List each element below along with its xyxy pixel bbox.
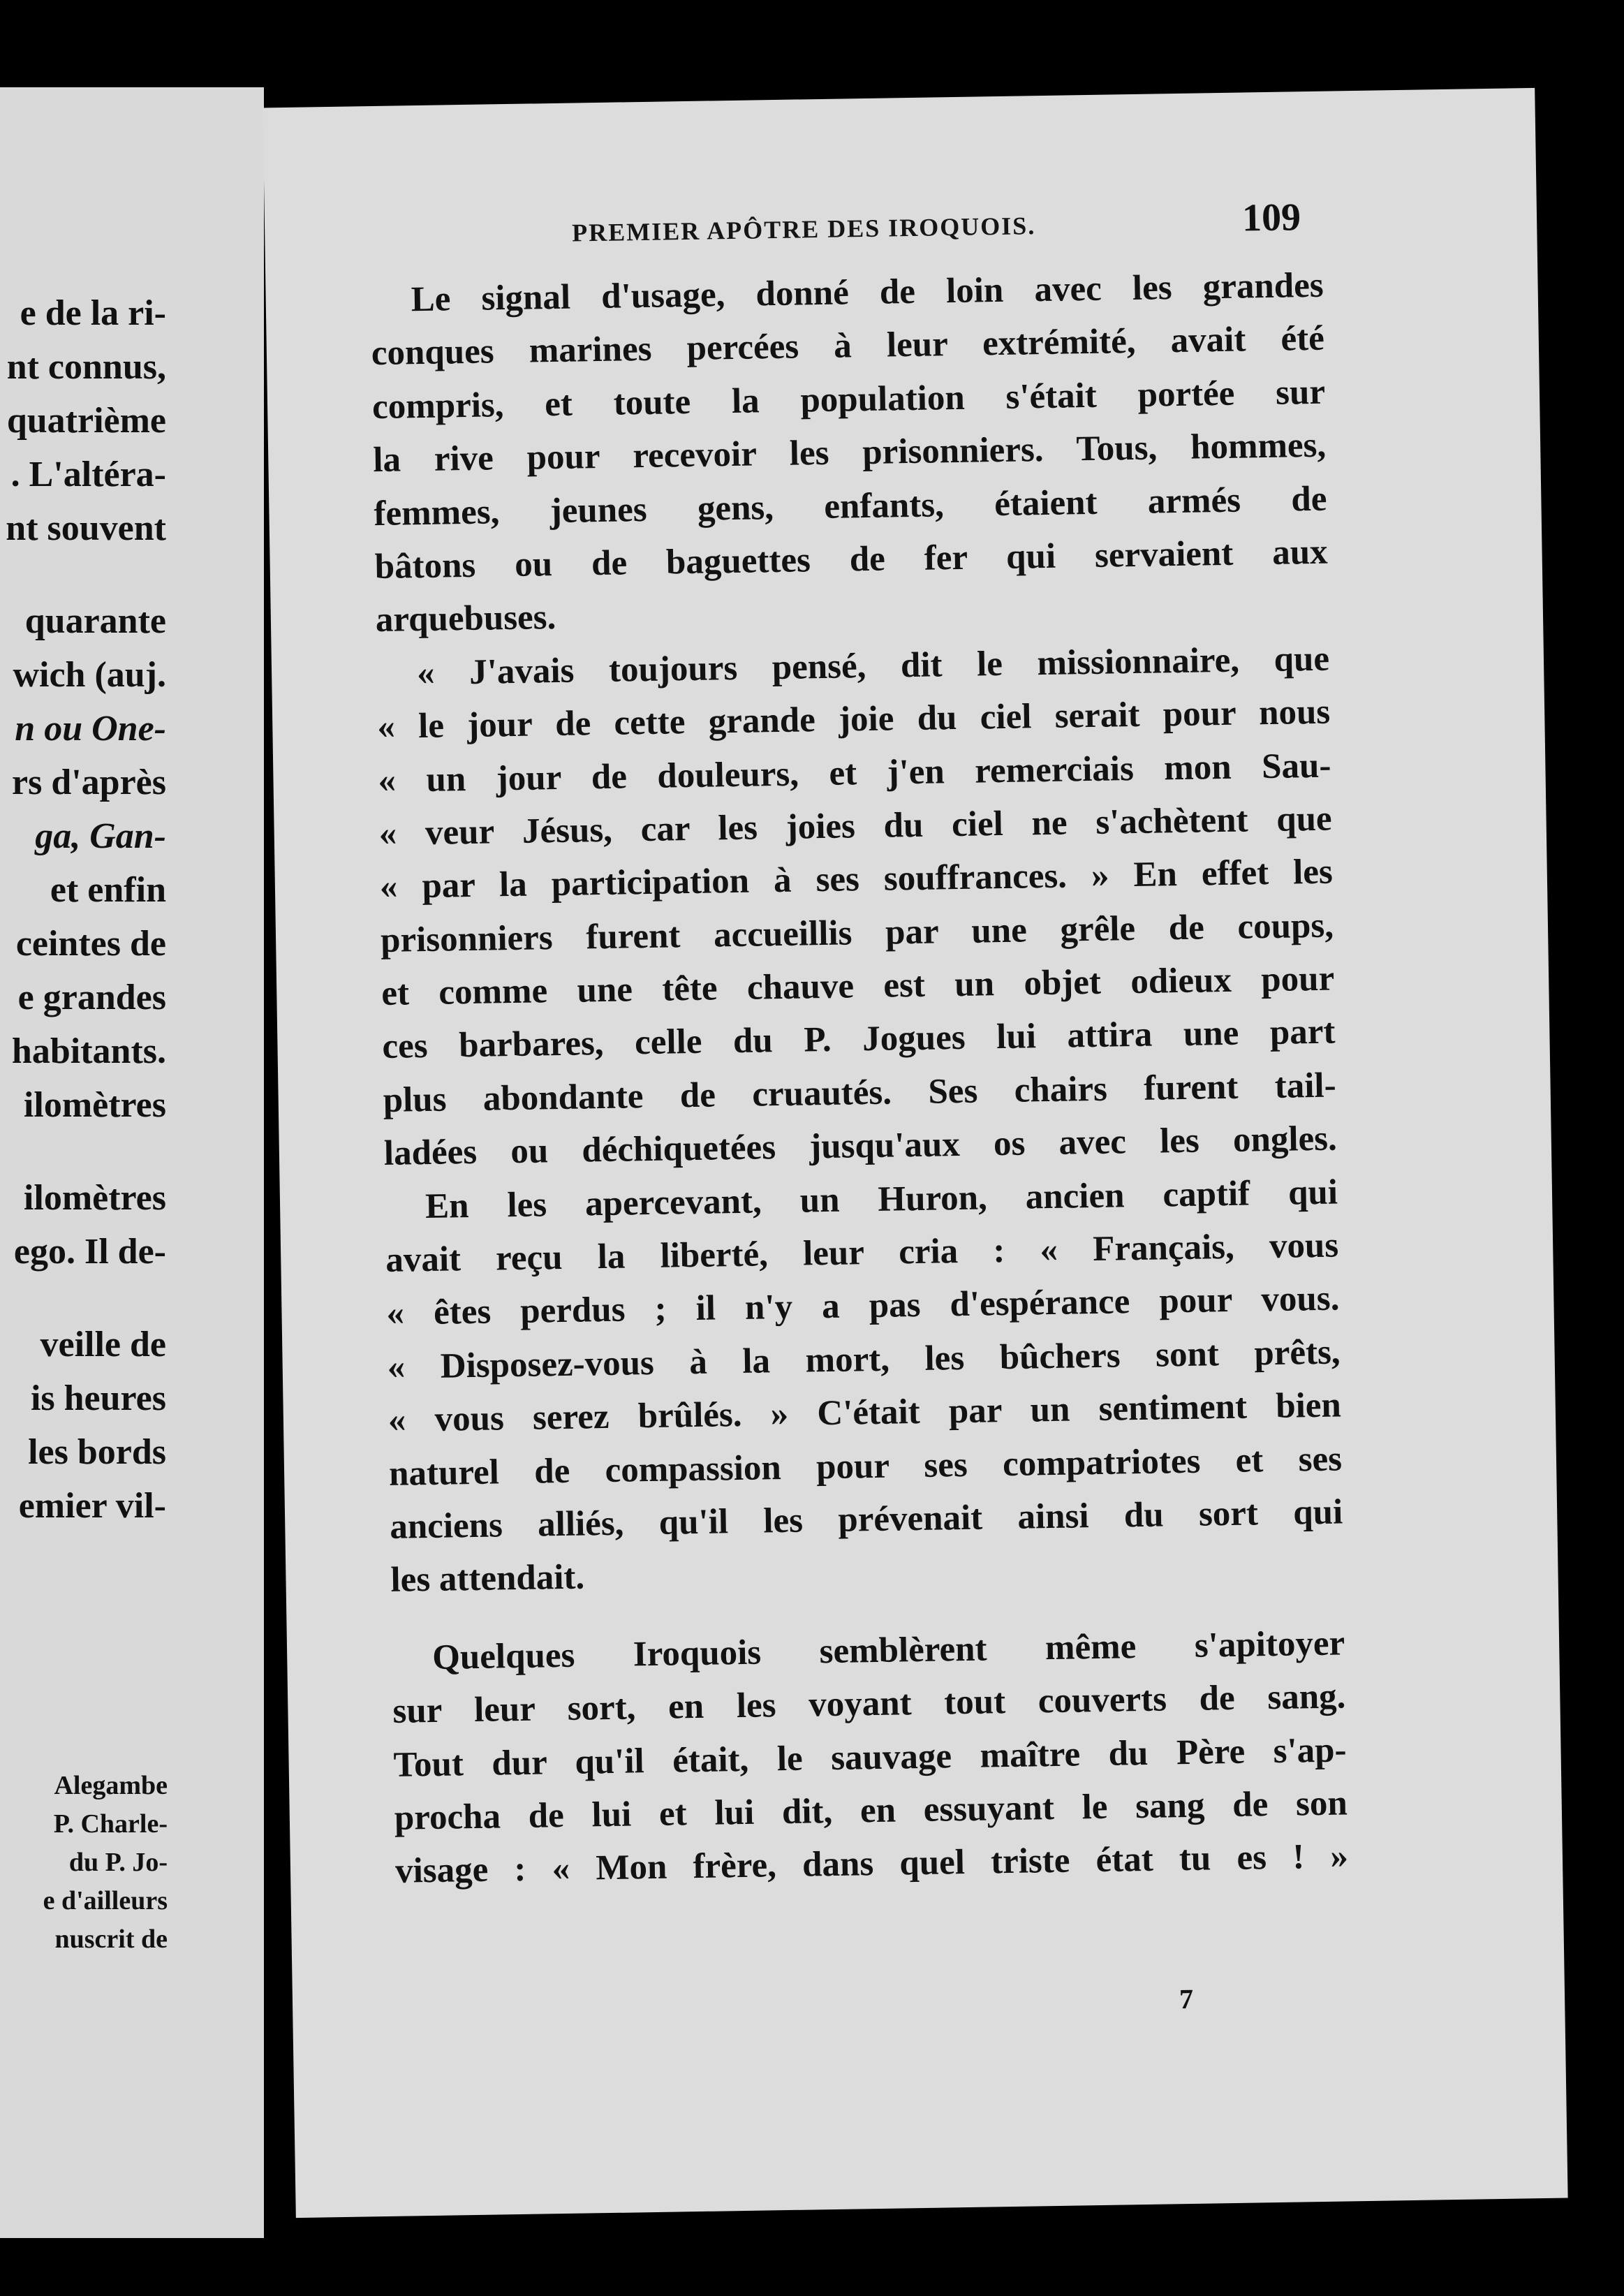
previous-page-text	[6, 286, 166, 1533]
previous-page-footnotes	[43, 1767, 168, 1959]
footnote-line: Alegambe	[54, 1771, 168, 1800]
text-line: « par la participation à ses souffrances. » En effet les	[379, 852, 1334, 907]
text-line: ilomètres	[23, 1178, 166, 1218]
text-line: veille de	[40, 1325, 166, 1364]
running-head: PREMIER APÔTRE DES IROQUOIS.	[571, 212, 1036, 247]
text-line: e grandes	[17, 978, 166, 1017]
text-line: « J'avais toujours pensé, dit le missionnaire, que	[416, 639, 1330, 693]
text-line: « un jour de douleurs, et j'en remerciais mon Sau-	[378, 746, 1331, 800]
text-line: quarante	[24, 601, 166, 641]
text-line: ladées ou déchiquetées jusqu'aux os avec les ongles.	[383, 1119, 1338, 1174]
text-line: « Disposez-vous à la mort, les bûchers sont prêts,	[387, 1332, 1341, 1387]
text-line: les bords	[28, 1432, 166, 1472]
text-line: procha de lui et lui dit, en essuyant le sang de son	[394, 1783, 1348, 1838]
footnote-line: nuscrit de	[54, 1925, 168, 1954]
text-line: ego. Il de-	[13, 1232, 166, 1272]
text-line: la rive pour recevoir les prisonniers. Tous, hommes,	[372, 425, 1327, 480]
text-line: naturel de compassion pour ses compatriotes et ses	[388, 1439, 1343, 1494]
page-number: 109	[1241, 196, 1301, 240]
text-line: sur leur sort, en les voyant tout couverts de sang.	[392, 1677, 1346, 1732]
text-line: avait reçu la liberté, leur cria : « Français, vous	[385, 1226, 1339, 1280]
text-line: plus abondante de cruautés. Ses chairs furent tail-	[383, 1066, 1336, 1120]
previous-page	[0, 87, 264, 2238]
text-line: et enfin	[50, 870, 166, 910]
text-line: « êtes perdus ; il n'y a pas d'espérance pour vous.	[386, 1279, 1340, 1334]
text-line: visage : « Mon frère, dans quel triste état tu es ! »	[394, 1837, 1349, 1892]
footnote-line: e d'ailleurs	[43, 1886, 168, 1915]
text-line: rs d'après	[12, 763, 166, 802]
text-line: « vous serez brûlés. » C'était par un sentiment bien	[387, 1385, 1342, 1441]
text-line: et comme une tête chauve est un objet odieux pour	[381, 959, 1335, 1014]
text-line: prisonniers furent accueillis par une grêle de coups,	[380, 906, 1334, 960]
text-line: « le jour de cette grande joie du ciel serait pour nous	[376, 692, 1331, 747]
text-line: ceintes de	[15, 924, 166, 964]
text-line: les attendait.	[390, 1557, 585, 1600]
text-line: quatrième	[6, 401, 166, 441]
text-line: . L'altéra-	[10, 455, 166, 494]
current-page	[263, 88, 1567, 2218]
text-line: ilomètres	[23, 1085, 166, 1125]
line-gap	[6, 555, 166, 594]
text-line: is heures	[30, 1378, 166, 1418]
text-line: emier vil-	[18, 1486, 166, 1526]
text-line: ces barbares, celle du P. Jogues lui attira une part	[382, 1013, 1336, 1067]
text-line: Tout dur qu'il était, le sauvage maître du Père s'ap-	[393, 1730, 1347, 1785]
text-line: « veur Jésus, car les joies du ciel ne s'achètent que	[378, 799, 1332, 853]
text-line: bâtons ou de baguettes de fer qui servaient aux	[374, 532, 1328, 587]
text-line: femmes, jeunes gens, enfants, étaient armés de	[374, 479, 1327, 533]
text-line: ga, Gan-	[35, 816, 166, 856]
text-line: habitants.	[11, 1031, 166, 1071]
text-line: Quelques Iroquois semblèrent même s'apitoyer	[431, 1624, 1345, 1677]
line-gap	[6, 1279, 166, 1318]
text-line: n ou One-	[15, 709, 166, 749]
footnote-line: P. Charle-	[53, 1809, 168, 1839]
line-gap	[6, 1132, 166, 1171]
text-line: arquebuses.	[375, 598, 556, 640]
text-line: anciens alliés, qu'il les prévenait ainsi du sort qui	[389, 1492, 1343, 1547]
text-line: conques marines percées à leur extrémité, avait été	[371, 319, 1325, 374]
text-line: wich (auj.	[13, 655, 166, 695]
signature-mark: 7	[1179, 1982, 1194, 2015]
footnote-line: du P. Jo-	[68, 1848, 168, 1877]
text-line: e de la ri-	[20, 293, 166, 333]
text-line: compris, et toute la population s'était portée sur	[371, 372, 1326, 427]
text-line: nt connus,	[6, 347, 166, 387]
text-line: Le signal d'usage, donné de loin avec les grandes	[411, 265, 1324, 320]
body-text	[370, 259, 1348, 1899]
text-line: En les apercevant, un Huron, ancien captif qui	[425, 1172, 1338, 1226]
text-line: nt souvent	[6, 508, 166, 548]
